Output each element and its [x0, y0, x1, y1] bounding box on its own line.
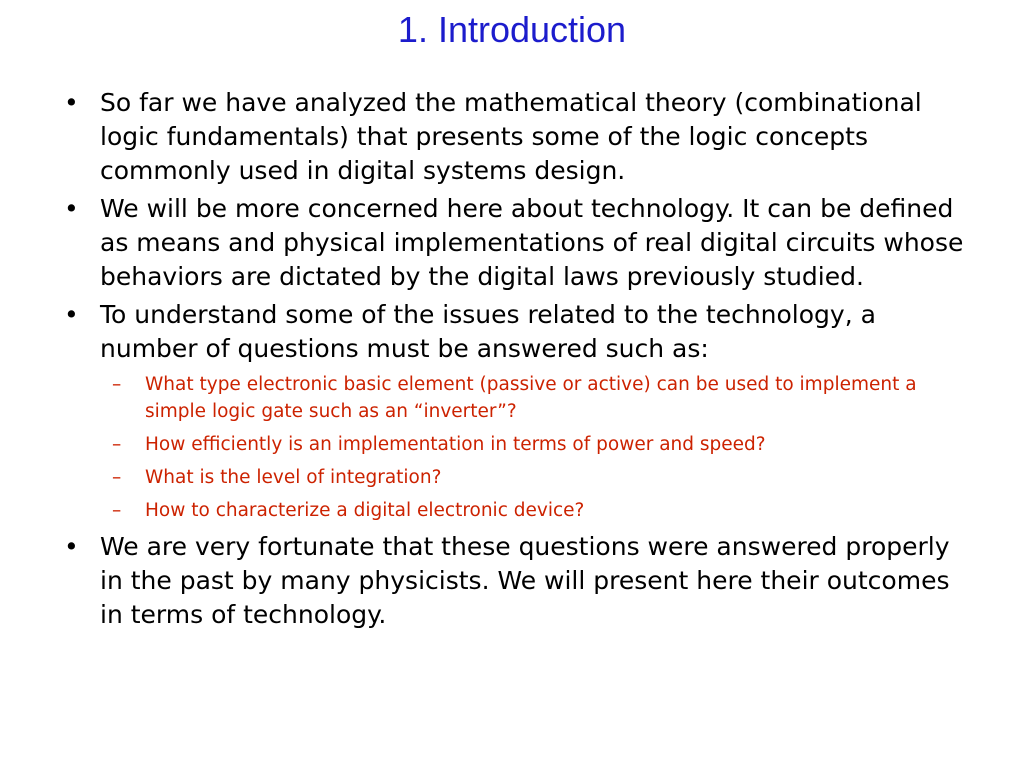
bullet-icon: •	[64, 88, 79, 117]
bullet-icon: •	[64, 532, 79, 561]
sub-bullet-text: What type electronic basic element (passive or active) can be used to implement a simple logic gate such as an “inverter”?	[145, 374, 917, 422]
dash-icon: –	[112, 467, 122, 488]
bullet-text: We will be more concerned here about technology. It can be defined as means and physical implementations of real digital circuits whose behaviors are dictated by the digital laws previously studied.	[100, 194, 964, 291]
dash-icon: –	[112, 500, 122, 521]
bullet-item	[60, 530, 980, 632]
sub-bullet-item	[100, 464, 980, 491]
bullet-item	[60, 192, 980, 294]
bullet-icon: •	[64, 194, 79, 223]
sub-bullet-list	[100, 371, 980, 524]
sub-bullet-item	[100, 371, 980, 425]
bullet-icon: •	[64, 300, 79, 329]
sub-bullet-text: What is the level of integration?	[145, 467, 442, 488]
sub-bullet-text: How efficiently is an implementation in terms of power and speed?	[145, 434, 766, 455]
bullet-text: So far we have analyzed the mathematical theory (combinational logic fundamentals) that presents some of the logic concepts commonly used in digital systems design.	[100, 88, 922, 185]
bullet-list	[60, 86, 980, 632]
bullet-item	[60, 298, 980, 524]
slide-content	[60, 86, 980, 636]
sub-bullet-item	[100, 497, 980, 524]
dash-icon: –	[112, 434, 122, 455]
bullet-item	[60, 86, 980, 188]
bullet-text: We are very fortunate that these questions were answered properly in the past by many physicists. We will present here their outcomes in terms of technology.	[100, 532, 950, 629]
dash-icon: –	[112, 374, 122, 395]
slide-title: 1. Introduction	[397, 9, 627, 50]
sub-bullet-text: How to characterize a digital electronic device?	[145, 500, 585, 521]
bullet-text: To understand some of the issues related to the technology, a number of questions must be answered such as:	[100, 300, 876, 363]
sub-bullet-item	[100, 431, 980, 458]
